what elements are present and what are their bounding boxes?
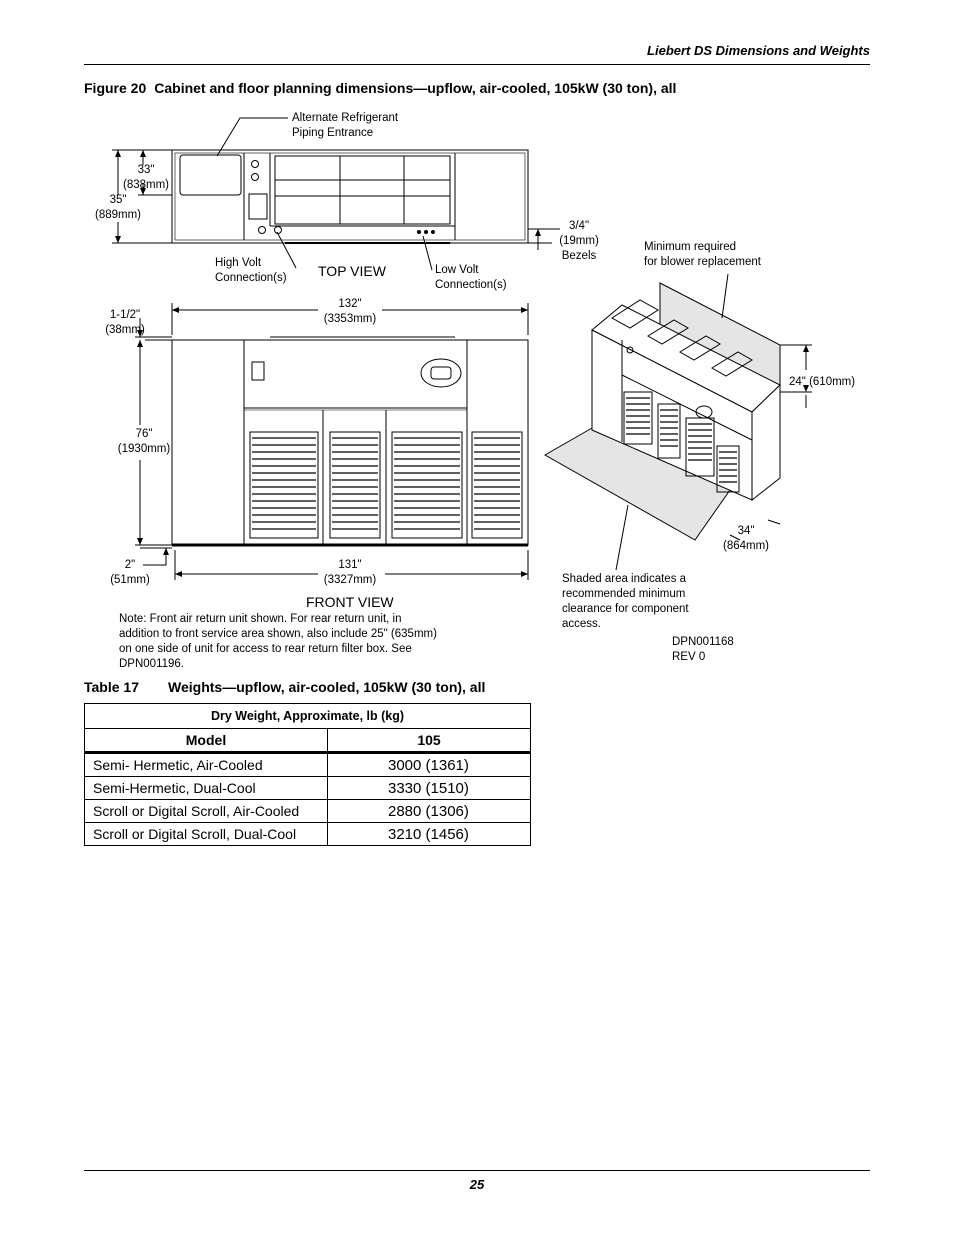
shaded-note-line4: access. [562,618,601,630]
low-volt-label [435,263,507,293]
dim-131-mm: (3327mm) [323,574,377,586]
high-volt-line2: Connection(s) [215,272,287,284]
dim-132-in: 132" [338,298,362,310]
row-model: Scroll or Digital Scroll, Air-Cooled [85,800,328,823]
dim-34-label [717,524,775,554]
row-model: Semi-Hermetic, Dual-Cool [85,777,328,800]
alt-piping-label [292,111,398,141]
dim-132-mm: (3353mm) [323,313,377,325]
top-view-label: TOP VIEW [318,263,386,279]
front-view-label: FRONT VIEW [306,594,394,610]
table-caption [84,679,485,695]
figure-note: Note: Front air return unit shown. For rear return unit, in addition to front service area shown, also include 25" (635mm) on one side of unit for access to rear return filter box. See DPN001196. [119,613,437,670]
isometric-drawing [545,283,780,540]
dim-131-in: 131" [338,559,362,571]
alt-piping-line2: Piping Entrance [292,127,374,139]
dim-1-5-in: 1-1/2" [109,309,141,321]
dim-2-mm: (51mm) [110,574,150,586]
figure-number: Figure 20 [84,80,147,96]
shaded-note-line3: clearance for component [562,603,689,615]
dim-34-mm: (864mm) [722,540,769,552]
table-title: Weights—upflow, air-cooled, 105kW (30 ton), all [168,679,486,695]
row-weight: 3210 (1456) [328,823,531,846]
shaded-note-line2: recommended minimum [562,588,686,600]
row-weight: 3330 (1510) [328,777,531,800]
table-row [85,823,531,846]
dim-76-label [113,427,175,457]
dim-1-5-mm: (38mm) [105,324,145,336]
row-model: Semi- Hermetic, Air-Cooled [85,753,328,777]
dim-1-5-label [100,308,150,338]
col-header-model: Model [85,729,328,753]
footer-rule [84,1170,870,1171]
table-super-header-row [85,704,531,729]
figure-title: Cabinet and floor planning dimensions—upflow, air-cooled, 105kW (30 ton), all [154,80,677,96]
dim-35-label [90,193,146,223]
table-header-row [85,729,531,753]
dim-76-in: 76" [135,428,153,440]
table-row [85,753,531,777]
row-model: Scroll or Digital Scroll, Dual-Cool [85,823,328,846]
low-volt-line1: Low Volt [435,264,479,276]
alt-piping-line1: Alternate Refrigerant [292,112,399,124]
dim-33-label [118,163,174,193]
dpn-rev: REV 0 [672,651,706,663]
high-volt-line1: High Volt [215,257,262,269]
dim-132-label [316,297,384,327]
min-required-line1: Minimum required [644,241,737,253]
dim-bezels-label [552,219,606,264]
shaded-area-note [562,572,689,632]
front-view-drawing [172,337,528,545]
dim-33-in: 33" [137,164,155,176]
table-row [85,800,531,823]
dim-33-mm: (838mm) [122,179,169,191]
page-number: 25 [469,1177,485,1192]
dim-76-mm: (1930mm) [117,443,171,455]
row-weight: 3000 (1361) [328,753,531,777]
row-weight: 2880 (1306) [328,800,531,823]
col-header-105: 105 [328,729,531,753]
dim-35-in: 35" [109,194,127,206]
dim-24-label: 24" (610mm) [789,376,856,388]
min-required-line2: for blower replacement [644,256,761,268]
dim-2-in: 2" [124,559,136,571]
low-volt-line2: Connection(s) [435,279,507,291]
table-number: Table 17 [84,679,139,695]
dpn-label [672,635,734,665]
dim-bezels-in: 3/4" [568,220,590,232]
page-header-title: Liebert DS Dimensions and Weights [647,43,870,58]
dim-bezels-text: Bezels [561,250,597,262]
dim-131-label [316,558,384,588]
dim-34-in: 34" [737,525,755,537]
dim-2-label [104,558,156,588]
weights-table [84,703,531,846]
high-volt-label [215,256,287,286]
dpn-number: DPN001168 [672,636,734,648]
shaded-note-line1: Shaded area indicates a [562,573,687,585]
min-required-label [644,240,761,270]
dim-35-mm: (889mm) [94,209,141,221]
table-super-header: Dry Weight, Approximate, lb (kg) [85,704,531,729]
table-row [85,777,531,800]
dim-bezels-mm: (19mm) [559,235,599,247]
